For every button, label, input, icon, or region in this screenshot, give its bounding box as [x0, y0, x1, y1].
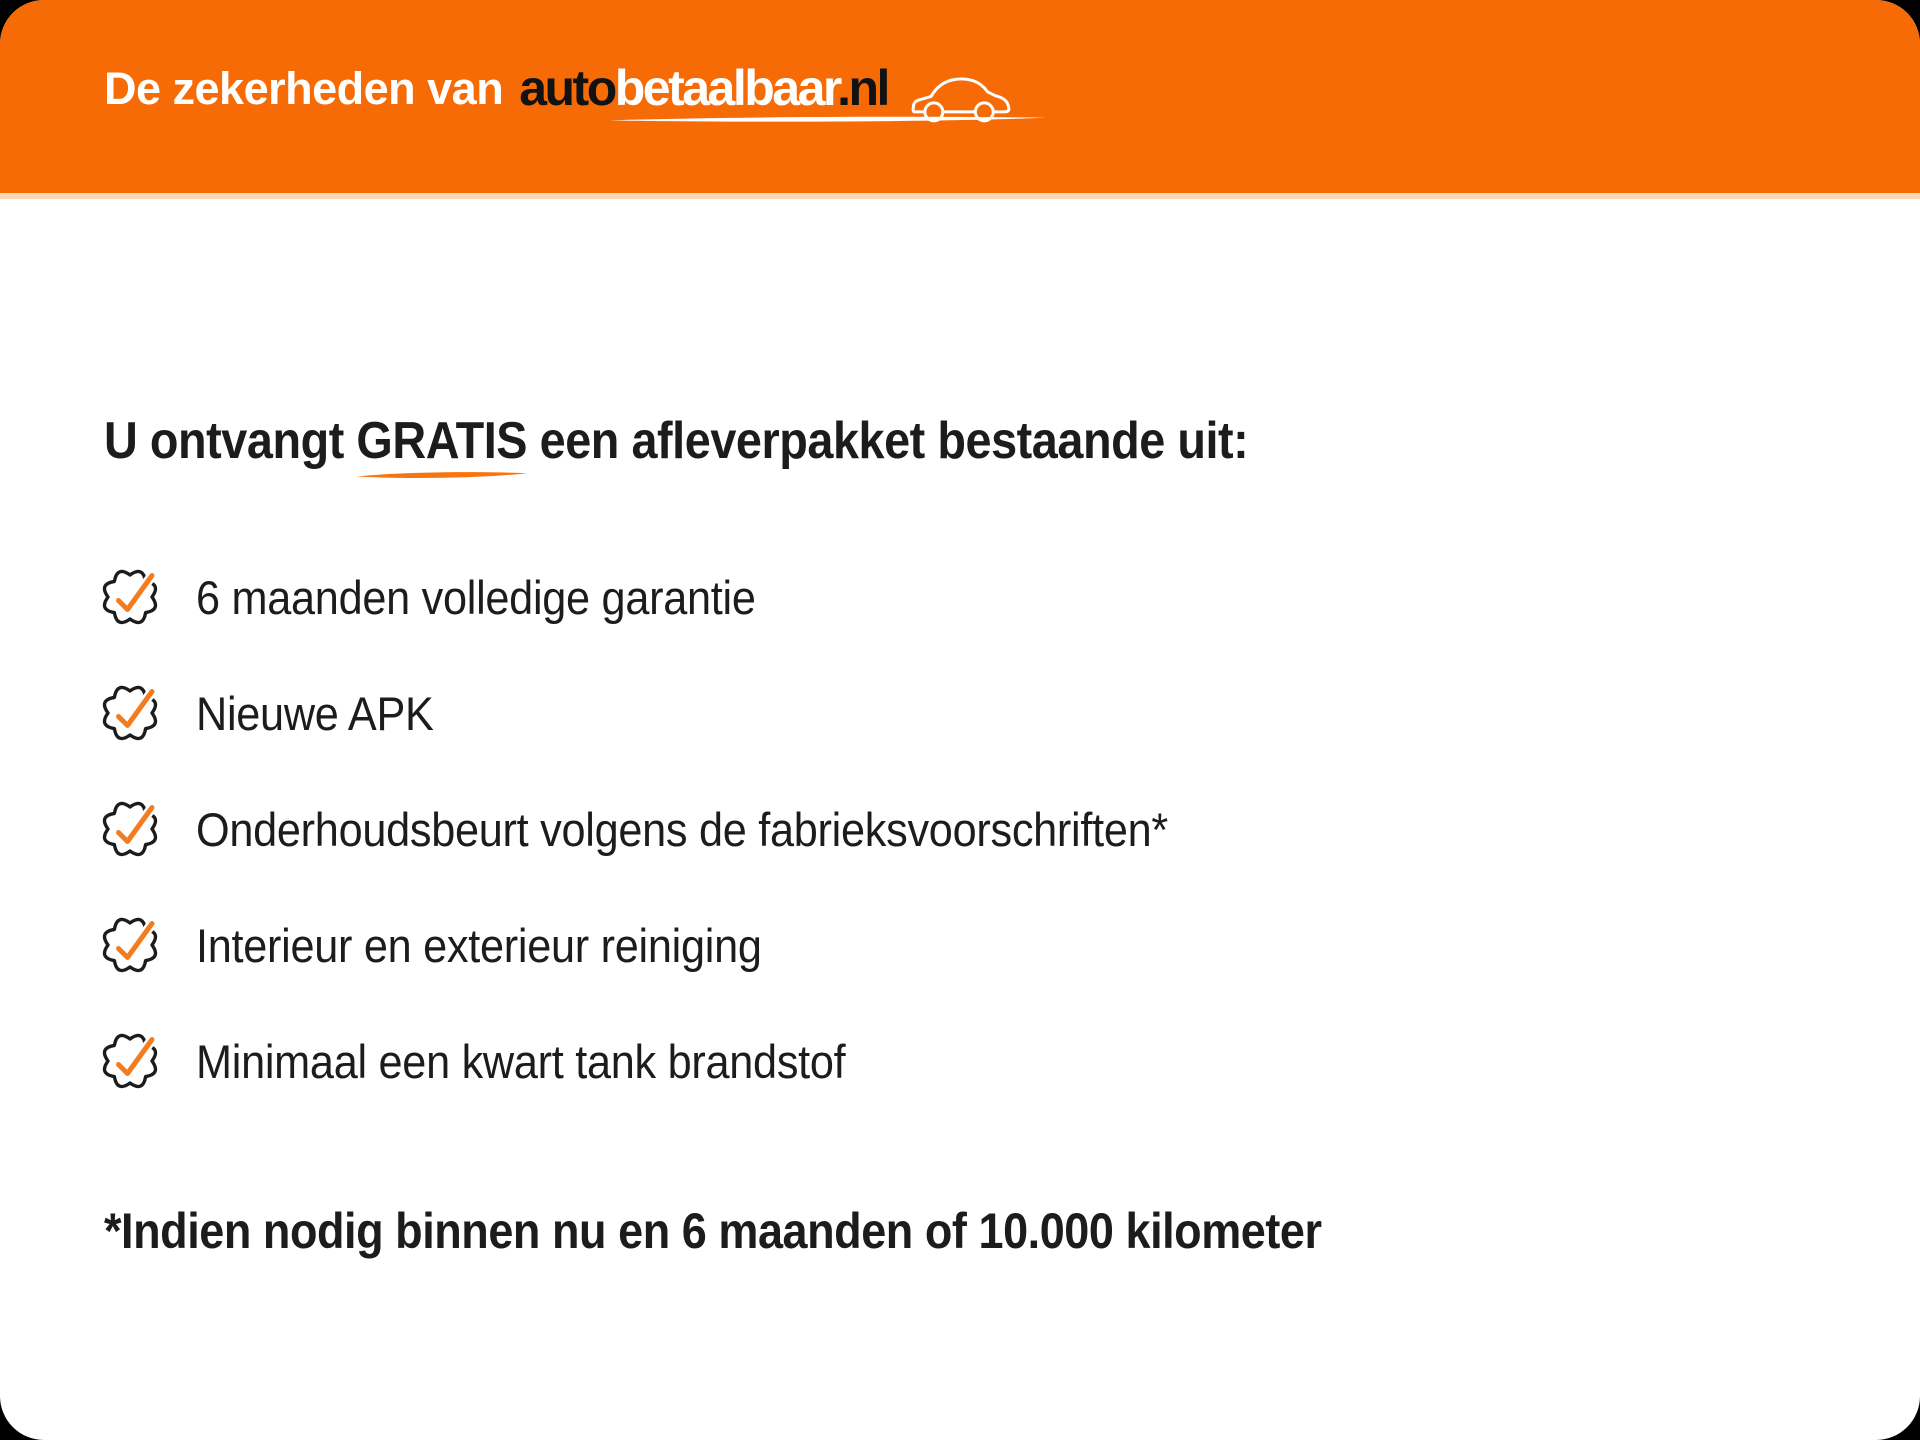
benefit-label: 6 maanden volledige garantie	[196, 570, 756, 624]
badge-check-icon	[98, 913, 162, 977]
gratis-highlight	[356, 410, 527, 472]
list-item	[98, 1029, 1252, 1093]
header-banner	[0, 0, 1920, 193]
badge-check-icon	[98, 565, 162, 629]
logo-part-auto: auto	[519, 60, 615, 116]
gratis-text: GRATIS	[356, 412, 528, 470]
benefit-label: Interieur en exterieur reiniging	[196, 918, 762, 972]
benefit-label: Nieuwe APK	[196, 686, 434, 740]
benefits-list	[98, 565, 1252, 1093]
logo-part-betaalbaar: betaalbaar	[614, 60, 838, 116]
benefit-label: Minimaal een kwart tank brandstof	[196, 1034, 846, 1088]
header-fade-strip	[0, 193, 1920, 199]
badge-check-icon	[98, 797, 162, 861]
list-item	[98, 565, 1252, 629]
badge-check-icon	[98, 681, 162, 745]
heading-post: een afleverpakket bestaande uit:	[539, 412, 1249, 470]
brand-logo	[519, 61, 888, 116]
heading-pre: U ontvangt	[104, 412, 344, 470]
benefit-label: Onderhoudsbeurt volgens de fabrieksvoorschriften*	[196, 802, 1168, 856]
footnote: *Indien nodig binnen nu en 6 maanden of 10.000 kilometer	[104, 1203, 1322, 1259]
list-item	[98, 797, 1252, 861]
badge-check-icon	[98, 1029, 162, 1093]
list-item	[98, 913, 1252, 977]
list-item	[98, 681, 1252, 745]
logo-part-nl: .nl	[837, 60, 888, 116]
header-title: De zekerheden van	[104, 62, 504, 114]
page-title	[104, 410, 1248, 472]
car-icon	[904, 65, 1016, 127]
